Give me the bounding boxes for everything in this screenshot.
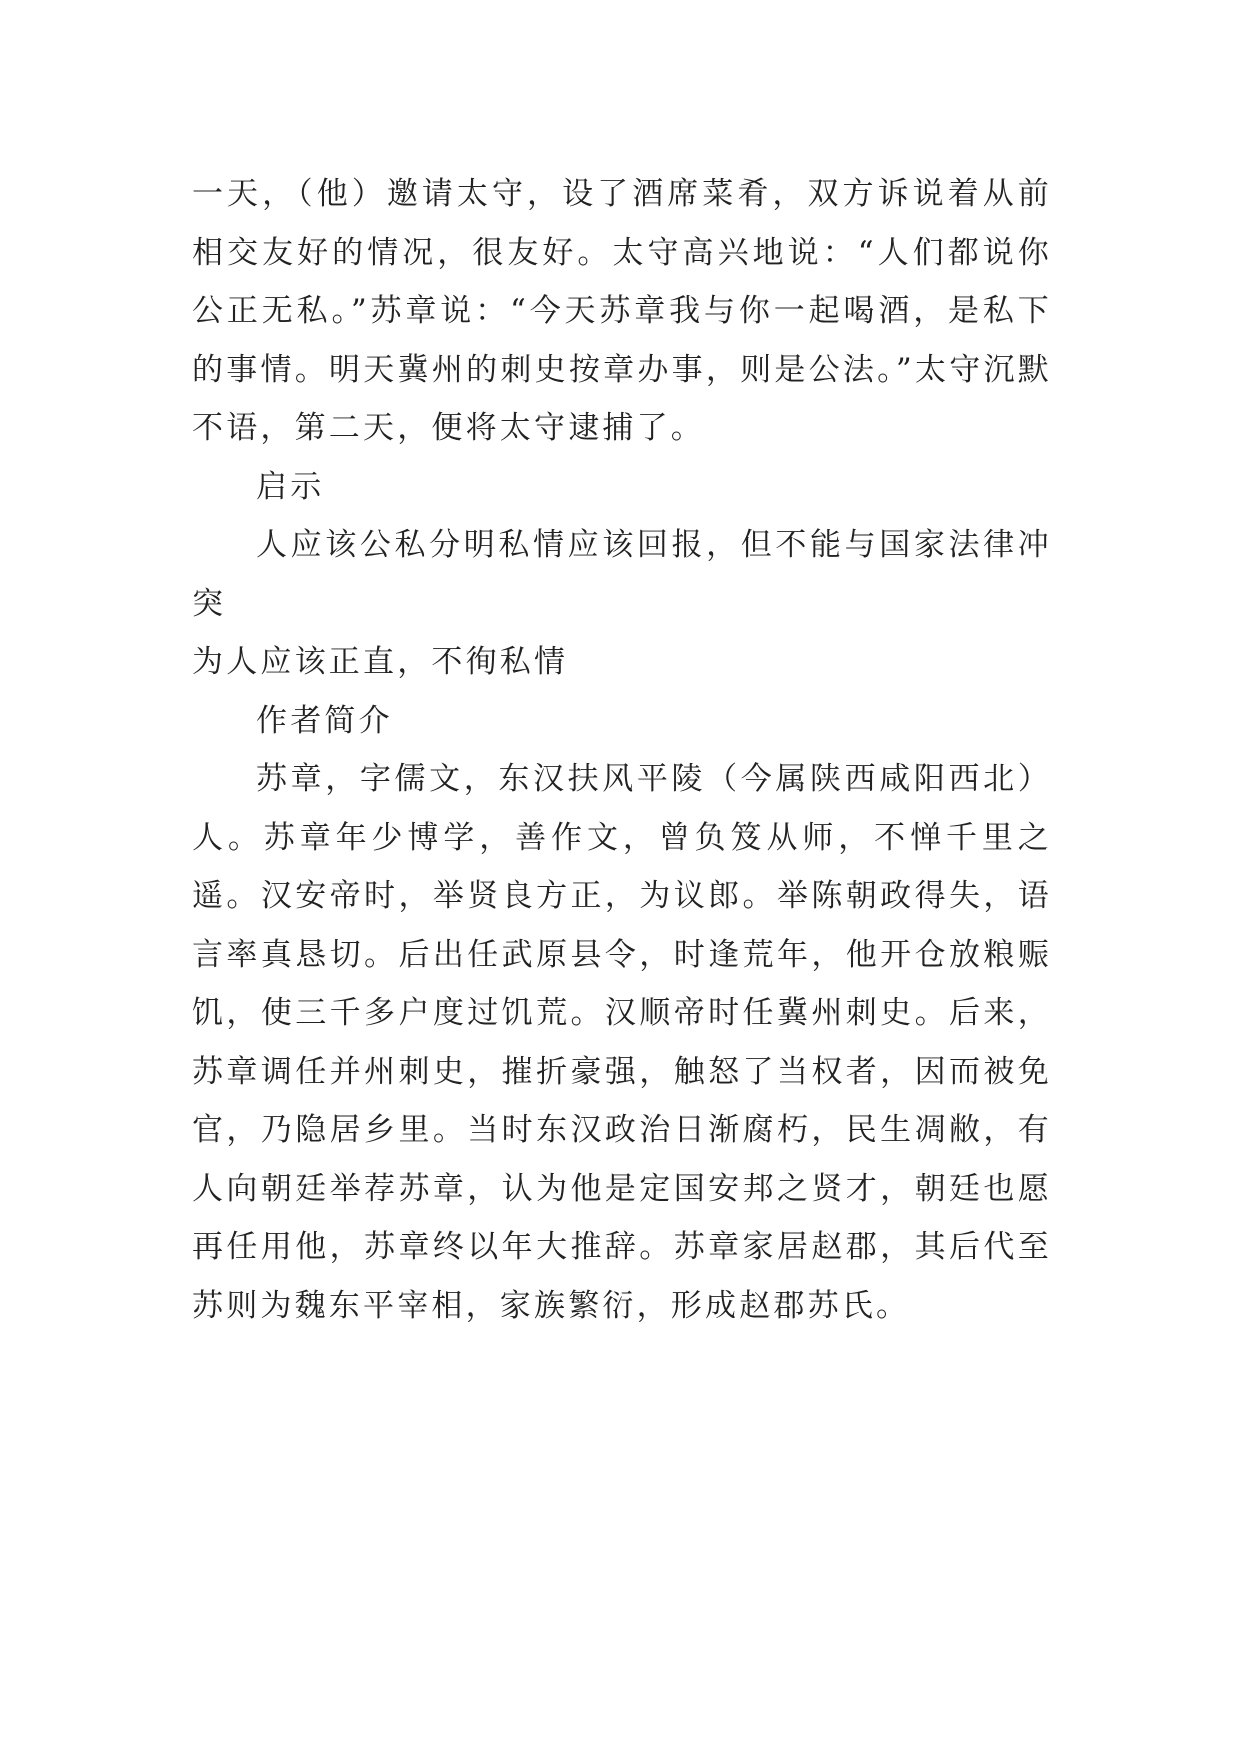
revelation-heading: 启示 [256, 468, 325, 505]
author-paragraph: 苏章，字儒文，东汉扶风平陵（今属陕西咸阳西北）人。苏章年少博学，善作文，曾负笈从师，不惮千里之遥。汉安帝时，举贤良方正，为议郎。举陈朝政得失，语言率真恳切。后出任武原县令，时逢荒年，他开仓放粮赈饥，使三千多户度过饥荒。汉顺帝时任冀州刺史。后来，苏章调任并州刺史，摧折豪强，触怒了当权者，因而被免官，乃隐居乡里。当时东汉政治日渐腐朽，民生凋敝，有人向朝廷举荐苏章，认为他是定国安邦之贤才，朝廷也愿再任用他，苏章终以年大推辞。苏章家居赵郡，其后代至苏则为魏东平宰相，家族繁衍，形成赵郡苏氏。 [192, 761, 1052, 1324]
document-body [192, 165, 1052, 1335]
revelation-line-2: 为人应该正直，不徇私情 [192, 644, 569, 680]
story-paragraph: 一天，（他）邀请太守，设了酒席菜肴，双方诉说着从前相交友好的情况，很友好。太守高兴地说：“人们都说你公正无私。”苏章说：“今天苏章我与你一起喝酒，是私下的事情。明天冀州的刺史按章办事，则是公法。”太守沉默不语，第二天，便将太守逮捕了。 [192, 176, 1052, 446]
revelation-line-1: 人应该公私分明私情应该回报，但不能与国家法律冲突 [192, 527, 1052, 622]
author-heading: 作者简介 [256, 702, 393, 739]
